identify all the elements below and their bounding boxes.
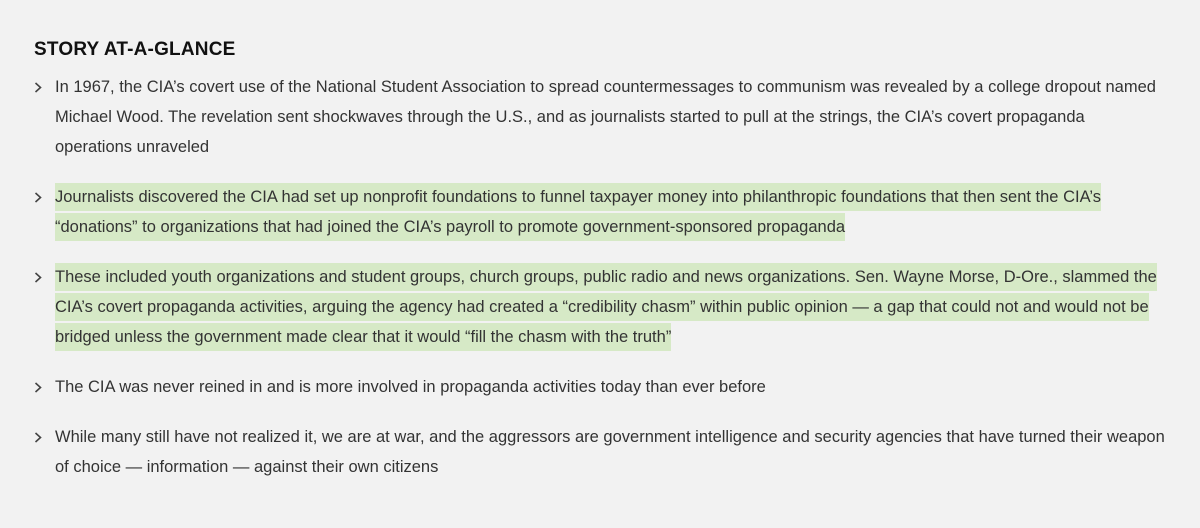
- bullet-item: [34, 372, 1166, 402]
- bullet-item: [34, 182, 1166, 242]
- chevron-right-icon: [34, 72, 48, 102]
- chevron-right-icon: [34, 182, 48, 212]
- bullet-item: [34, 422, 1166, 482]
- bullet-text: In 1967, the CIA’s covert use of the National Student Association to spread countermessages to communism was revealed by a college dropout named Michael Wood. The revelation sent shockwaves through the U.S., and as journalists started to pull at the strings, the CIA’s covert propaganda operations unraveled: [55, 78, 1156, 156]
- bullet-text: While many still have not realized it, we are at war, and the aggressors are government intelligence and security agencies that have turned their weapon of choice — information — against their own citizens: [55, 428, 1165, 476]
- bullet-item: [34, 262, 1166, 352]
- bullet-text: The CIA was never reined in and is more involved in propaganda activities today than ever before: [55, 378, 766, 396]
- highlighted-bullet-text: These included youth organizations and student groups, church groups, public radio and news organizations. Sen. Wayne Morse, D-Ore., slammed the CIA’s covert propaganda activities, arguing the agency had created a “credibility chasm” within public opinion — a gap that could not and would not be bridged unless the government made clear that it would “fill the chasm with the truth”: [55, 263, 1157, 351]
- chevron-right-icon: [34, 372, 48, 402]
- chevron-right-icon: [34, 262, 48, 292]
- chevron-right-icon: [34, 422, 48, 452]
- bullet-item: [34, 72, 1166, 162]
- highlighted-bullet-text: Journalists discovered the CIA had set up nonprofit foundations to funnel taxpayer money into philanthropic foundations that then sent the CIA’s “donations” to organizations that had joined the CIA’s payroll to promote government-sponsored propaganda: [55, 183, 1101, 241]
- section-heading: STORY AT-A-GLANCE: [34, 39, 236, 60]
- bullet-list: [34, 72, 1166, 482]
